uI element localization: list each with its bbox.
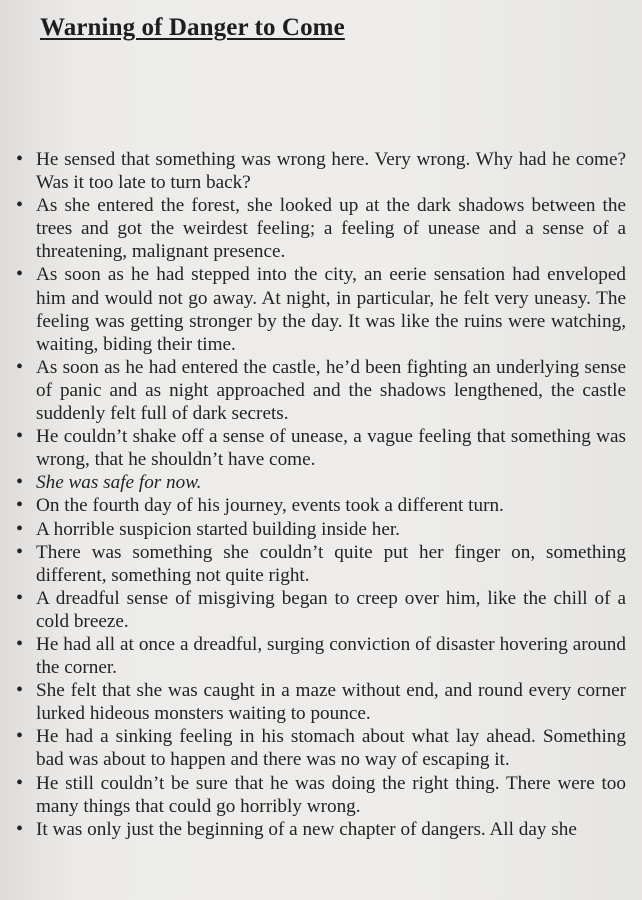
list-item-text: As she entered the forest, she looked up at the dark shadows between the trees and got the weirdest feeling; a feeling of unease and a sense of a threatening, malignant presence. <box>36 195 626 263</box>
bullet-icon: • <box>16 540 24 563</box>
list-item-text: It was only just the beginning of a new chapter of dangers. All day she <box>36 818 577 840</box>
bullet-icon: • <box>16 517 24 540</box>
list-item-text: He sensed that something was wrong here. Very wrong. Why had he come? Was it too late to turn back? <box>36 149 626 194</box>
list-item-text: She was safe for now. <box>36 472 202 494</box>
list-item <box>14 425 626 471</box>
bullet-icon: • <box>16 194 24 217</box>
bullet-icon: • <box>16 725 24 748</box>
list-item <box>14 541 626 587</box>
list-item <box>14 633 626 679</box>
bullet-icon: • <box>16 355 24 378</box>
bullet-icon: • <box>16 425 24 448</box>
bullet-list <box>14 148 626 841</box>
list-item-text: A horrible suspicion started building inside her. <box>36 518 400 540</box>
list-item-text: He couldn’t shake off a sense of unease, a vague feeling that something was wrong, that he shouldn’t have come. <box>36 426 626 471</box>
bullet-icon: • <box>16 771 24 794</box>
list-item-text: A dreadful sense of misgiving began to creep over him, like the chill of a cold breeze. <box>36 587 626 632</box>
list-item <box>14 772 626 818</box>
list-item <box>14 494 626 517</box>
list-item <box>14 194 626 263</box>
list-item <box>14 587 626 633</box>
list-item-text: He had a sinking feeling in his stomach about what lay ahead. Something bad was about to happen and there was no way of escaping it. <box>36 726 626 771</box>
list-item-text: He had all at once a dreadful, surging conviction of disaster hovering around the corner. <box>36 633 626 679</box>
bullet-icon: • <box>16 586 24 609</box>
list-item-text: He still couldn’t be sure that he was doing the right thing. There were too many things that could go horribly wrong. <box>36 772 626 817</box>
list-item <box>14 679 626 725</box>
bullet-icon: • <box>16 494 24 517</box>
bullet-icon: • <box>16 817 24 840</box>
list-item <box>14 263 626 355</box>
bullet-icon: • <box>16 632 24 655</box>
list-item <box>14 725 626 771</box>
list-item <box>14 518 626 541</box>
bullet-icon: • <box>16 471 24 494</box>
list-item-text: She felt that she was caught in a maze without end, and round every corner lurked hideous monsters waiting to pounce. <box>36 680 626 725</box>
page-title: Warning of Danger to Come <box>40 14 345 41</box>
list-item-text: There was something she couldn’t quite put her finger on, something different, something not quite right. <box>36 541 626 586</box>
list-item-text: On the fourth day of his journey, events took a different turn. <box>36 495 504 517</box>
bullet-icon: • <box>16 263 24 286</box>
bullet-icon: • <box>16 679 24 702</box>
list-item <box>14 148 626 194</box>
list-item-text: As soon as he had entered the castle, he’d been fighting an underlying sense of panic and as night approached and the shadows lengthened, the castle suddenly felt full of dark secrets. <box>36 356 626 425</box>
list-item <box>14 356 626 425</box>
list-item-text: As soon as he had stepped into the city, an eerie sensation had enveloped him and would not go away. At night, in particular, he felt very uneasy. The feeling was getting stronger by the day. It was like the ruins were watching, waiting, biding their time. <box>36 264 626 355</box>
list-item <box>14 818 626 841</box>
bullet-icon: • <box>16 148 24 170</box>
list-item <box>14 471 626 494</box>
